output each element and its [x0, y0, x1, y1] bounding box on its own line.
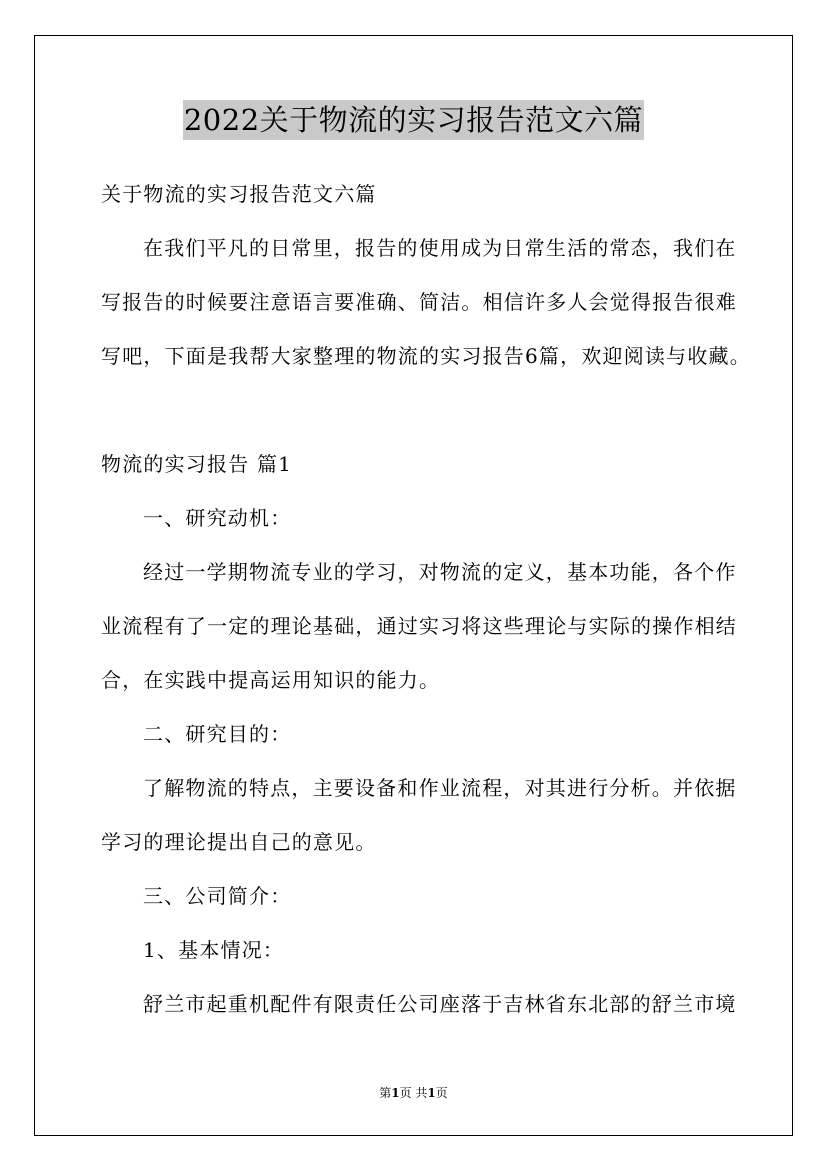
footer-page-mid: 页 共	[399, 1086, 428, 1100]
intro-line-1: 在我们平凡的日常里，报告的使用成为日常生活的常态，我们在	[143, 236, 737, 260]
heading-company: 三、公司简介：	[143, 884, 292, 908]
paragraph-line: 了解物流的特点，主要设备和作业流程，对其进行分析。并依据	[143, 776, 737, 800]
intro-line-3: 写吧，下面是我帮大家整理的物流的实习报告6篇，欢迎阅读与收藏。	[101, 344, 751, 368]
document-title: 2022关于物流的实习报告范文六篇	[183, 100, 644, 140]
paragraph-line: 业流程有了一定的理论基础，通过实习将这些理论与实际的操作相结	[101, 614, 737, 638]
paragraph-line: 合，在实践中提高运用知识的能力。	[101, 668, 441, 692]
footer-page-current: 1	[391, 1086, 400, 1100]
paragraph-line: 学习的理论提出自己的意见。	[101, 830, 377, 854]
heading-motivation: 一、研究动机：	[143, 506, 292, 530]
footer-page-suffix: 页	[435, 1086, 448, 1100]
intro-line-2: 写报告的时候要注意语言要准确、简洁。相信许多人会觉得报告很难	[101, 290, 737, 314]
heading-purpose: 二、研究目的：	[143, 722, 292, 746]
footer-page-total: 1	[427, 1086, 436, 1100]
title-container	[0, 100, 827, 140]
section-heading: 物流的实习报告 篇1	[101, 452, 293, 476]
footer-page-prefix: 第	[379, 1086, 392, 1100]
paragraph-line: 舒兰市起重机配件有限责任公司座落于吉林省东北部的舒兰市境	[143, 992, 737, 1016]
heading-basic-info: 1、基本情况：	[143, 938, 285, 962]
document-subtitle: 关于物流的实习报告范文六篇	[101, 182, 377, 206]
page-footer	[0, 1085, 827, 1101]
paragraph-line: 经过一学期物流专业的学习，对物流的定义，基本功能，各个作	[143, 560, 737, 584]
